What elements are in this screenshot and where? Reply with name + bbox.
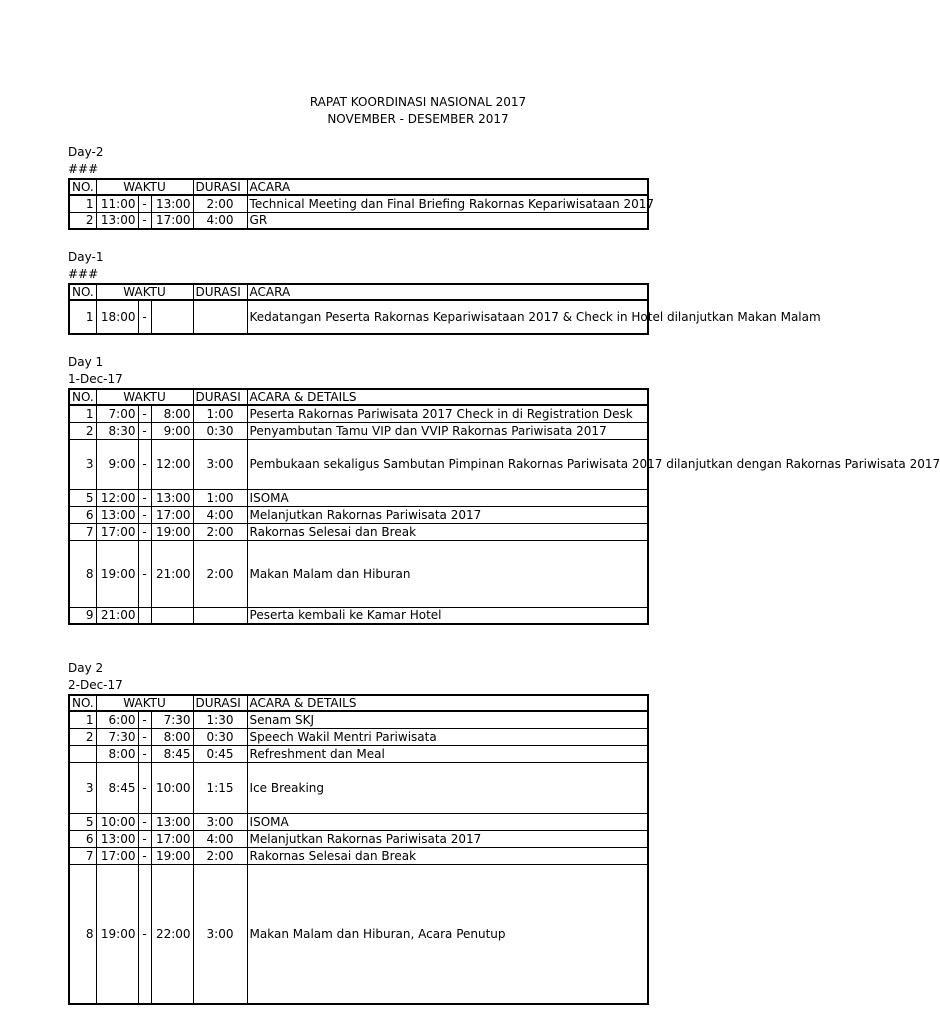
table-header-row <box>69 179 648 195</box>
row-end: 8:00 <box>151 405 193 422</box>
header-durasi: DURASI <box>193 284 247 300</box>
header-waktu: WAKTU <box>96 695 193 711</box>
row-end <box>151 607 193 624</box>
row-activity: GR <box>247 212 648 229</box>
row-end: 13:00 <box>151 813 193 830</box>
row-activity: Ice Breaking <box>247 762 648 813</box>
row-activity: Speech Wakil Mentri Pariwisata <box>247 728 648 745</box>
row-duration: 1:00 <box>193 489 247 506</box>
row-no <box>69 745 96 762</box>
row-start: 19:00 <box>96 864 138 1004</box>
table-row <box>69 830 648 847</box>
table-row <box>69 195 648 212</box>
table-row <box>69 745 648 762</box>
row-no: 9 <box>69 607 96 624</box>
row-no: 2 <box>69 728 96 745</box>
table-row <box>69 864 648 1004</box>
header-no: NO. <box>69 389 96 405</box>
row-start: 7:30 <box>96 728 138 745</box>
row-duration: 4:00 <box>193 830 247 847</box>
document-subtitle: NOVEMBER - DESEMBER 2017 <box>327 112 509 126</box>
schedule-table <box>68 388 940 625</box>
day-date: ### <box>68 162 99 176</box>
row-dash: - <box>138 212 151 229</box>
row-no: 1 <box>69 711 96 728</box>
header-acara-details: ACARA & DETAILS <box>247 695 648 711</box>
row-dash: - <box>138 847 151 864</box>
table-header-row <box>69 695 648 711</box>
row-end: 12:00 <box>151 439 193 489</box>
day-block-2 <box>68 661 768 1005</box>
row-duration: 0:45 <box>193 745 247 762</box>
row-activity: ISOMA <box>247 489 648 506</box>
row-end: 22:00 <box>151 864 193 1004</box>
row-dash: - <box>138 745 151 762</box>
row-no: 6 <box>69 830 96 847</box>
header-no: NO. <box>69 179 96 195</box>
header-acara: ACARA <box>247 179 648 195</box>
day-block-minus2 <box>68 145 768 230</box>
table-row <box>69 212 648 229</box>
row-no: 1 <box>69 300 96 334</box>
row-end: 19:00 <box>151 847 193 864</box>
day-block-minus1 <box>68 250 821 335</box>
row-end: 8:45 <box>151 745 193 762</box>
row-no: 1 <box>69 195 96 212</box>
row-activity: Senam SKJ <box>247 711 648 728</box>
row-end: 10:00 <box>151 762 193 813</box>
day-label: Day 2 <box>68 661 104 675</box>
row-start: 19:00 <box>96 540 138 607</box>
row-end <box>151 300 193 334</box>
day-date: 1-Dec-17 <box>68 372 123 386</box>
document-title: RAPAT KOORDINASI NASIONAL 2017 <box>309 95 527 109</box>
row-dash: - <box>138 830 151 847</box>
table-row <box>69 300 648 334</box>
row-start: 13:00 <box>96 830 138 847</box>
row-duration: 1:15 <box>193 762 247 813</box>
header-no: NO. <box>69 695 96 711</box>
row-end: 13:00 <box>151 195 193 212</box>
table-row <box>69 489 648 506</box>
row-end: 17:00 <box>151 830 193 847</box>
row-dash: - <box>138 813 151 830</box>
row-dash <box>138 607 151 624</box>
row-start: 6:00 <box>96 711 138 728</box>
day-label: Day 1 <box>68 355 104 369</box>
row-start: 8:45 <box>96 762 138 813</box>
day-date: ### <box>68 267 99 281</box>
row-activity: Makan Malam dan Hiburan, Acara Penutup <box>247 864 648 1004</box>
header-waktu: WAKTU <box>96 389 193 405</box>
header-durasi: DURASI <box>193 389 247 405</box>
row-no: 2 <box>69 212 96 229</box>
row-activity: ISOMA <box>247 813 648 830</box>
row-dash: - <box>138 506 151 523</box>
table-row <box>69 607 648 624</box>
row-duration: 0:30 <box>193 422 247 439</box>
row-end: 19:00 <box>151 523 193 540</box>
row-duration: 3:00 <box>193 864 247 1004</box>
row-no: 6 <box>69 506 96 523</box>
row-no: 2 <box>69 422 96 439</box>
row-dash: - <box>138 439 151 489</box>
row-start: 8:30 <box>96 422 138 439</box>
row-no: 8 <box>69 540 96 607</box>
row-duration <box>193 300 247 334</box>
row-end: 17:00 <box>151 506 193 523</box>
table-row <box>69 762 648 813</box>
header-waktu: WAKTU <box>96 284 193 300</box>
row-duration: 2:00 <box>193 847 247 864</box>
row-no: 7 <box>69 847 96 864</box>
row-activity: Melanjutkan Rakornas Pariwisata 2017 <box>247 830 648 847</box>
row-start: 10:00 <box>96 813 138 830</box>
row-duration: 1:00 <box>193 405 247 422</box>
table-row <box>69 506 648 523</box>
row-no: 5 <box>69 813 96 830</box>
row-activity: Rakornas Selesai dan Break <box>247 847 648 864</box>
row-activity: Rakornas Selesai dan Break <box>247 523 648 540</box>
day-label: Day-1 <box>68 250 104 264</box>
row-duration: 4:00 <box>193 212 247 229</box>
row-start: 17:00 <box>96 847 138 864</box>
row-start: 8:00 <box>96 745 138 762</box>
header-no: NO. <box>69 284 96 300</box>
row-activity: Refreshment dan Meal <box>247 745 648 762</box>
row-dash: - <box>138 728 151 745</box>
row-end: 9:00 <box>151 422 193 439</box>
schedule-table <box>68 283 821 335</box>
row-dash: - <box>138 300 151 334</box>
row-duration: 2:00 <box>193 195 247 212</box>
row-duration: 3:00 <box>193 439 247 489</box>
row-duration <box>193 607 247 624</box>
day-date: 2-Dec-17 <box>68 678 123 692</box>
row-start: 12:00 <box>96 489 138 506</box>
schedule-table <box>68 178 655 230</box>
table-row <box>69 405 648 422</box>
row-duration: 3:00 <box>193 813 247 830</box>
row-duration: 0:30 <box>193 728 247 745</box>
row-duration: 2:00 <box>193 540 247 607</box>
row-dash: - <box>138 711 151 728</box>
row-activity: Kedatangan Peserta Rakornas Kepariwisataan 2017 & Check in Hotel dilanjutkan Makan Malam <box>247 300 648 334</box>
row-dash: - <box>138 762 151 813</box>
row-dash: - <box>138 405 151 422</box>
row-duration: 4:00 <box>193 506 247 523</box>
table-row <box>69 523 648 540</box>
row-start: 7:00 <box>96 405 138 422</box>
header-acara: ACARA <box>247 284 648 300</box>
row-end: 13:00 <box>151 489 193 506</box>
row-activity: Technical Meeting dan Final Briefing Rakornas Kepariwisataan 2017 <box>247 195 648 212</box>
table-row <box>69 728 648 745</box>
table-row <box>69 847 648 864</box>
header-durasi: DURASI <box>193 695 247 711</box>
row-no: 3 <box>69 762 96 813</box>
row-no: 3 <box>69 439 96 489</box>
row-dash: - <box>138 864 151 1004</box>
table-row <box>69 711 648 728</box>
row-dash: - <box>138 422 151 439</box>
schedule-table <box>68 694 649 1005</box>
row-no: 5 <box>69 489 96 506</box>
table-header-row <box>69 389 648 405</box>
table-row <box>69 439 648 489</box>
row-activity: Peserta kembali ke Kamar Hotel <box>247 607 648 624</box>
row-start: 21:00 <box>96 607 138 624</box>
table-header-row <box>69 284 648 300</box>
row-end: 7:30 <box>151 711 193 728</box>
row-activity: Penyambutan Tamu VIP dan VVIP Rakornas Pariwisata 2017 <box>247 422 648 439</box>
row-start: 17:00 <box>96 523 138 540</box>
header-waktu: WAKTU <box>96 179 193 195</box>
table-row <box>69 540 648 607</box>
header-durasi: DURASI <box>193 179 247 195</box>
day-block-1 <box>68 355 940 625</box>
table-row <box>69 422 648 439</box>
row-no: 7 <box>69 523 96 540</box>
row-dash: - <box>138 195 151 212</box>
row-start: 18:00 <box>96 300 138 334</box>
row-no: 8 <box>69 864 96 1004</box>
row-start: 11:00 <box>96 195 138 212</box>
row-activity: Melanjutkan Rakornas Pariwisata 2017 <box>247 506 648 523</box>
row-end: 17:00 <box>151 212 193 229</box>
row-dash: - <box>138 489 151 506</box>
row-end: 21:00 <box>151 540 193 607</box>
row-duration: 2:00 <box>193 523 247 540</box>
row-activity: Peserta Rakornas Pariwisata 2017 Check in di Registration Desk <box>247 405 648 422</box>
row-start: 13:00 <box>96 212 138 229</box>
row-no: 1 <box>69 405 96 422</box>
row-end: 8:00 <box>151 728 193 745</box>
day-label: Day-2 <box>68 145 104 159</box>
row-dash: - <box>138 540 151 607</box>
row-start: 9:00 <box>96 439 138 489</box>
row-dash: - <box>138 523 151 540</box>
row-start: 13:00 <box>96 506 138 523</box>
row-activity: Pembukaan sekaligus Sambutan Pimpinan Rakornas Pariwisata 2017 dilanjutkan dengan Rakornas Pariwisata 2017 <box>247 439 648 489</box>
row-activity: Makan Malam dan Hiburan <box>247 540 648 607</box>
header-acara-details: ACARA & DETAILS <box>247 389 648 405</box>
table-row <box>69 813 648 830</box>
row-duration: 1:30 <box>193 711 247 728</box>
